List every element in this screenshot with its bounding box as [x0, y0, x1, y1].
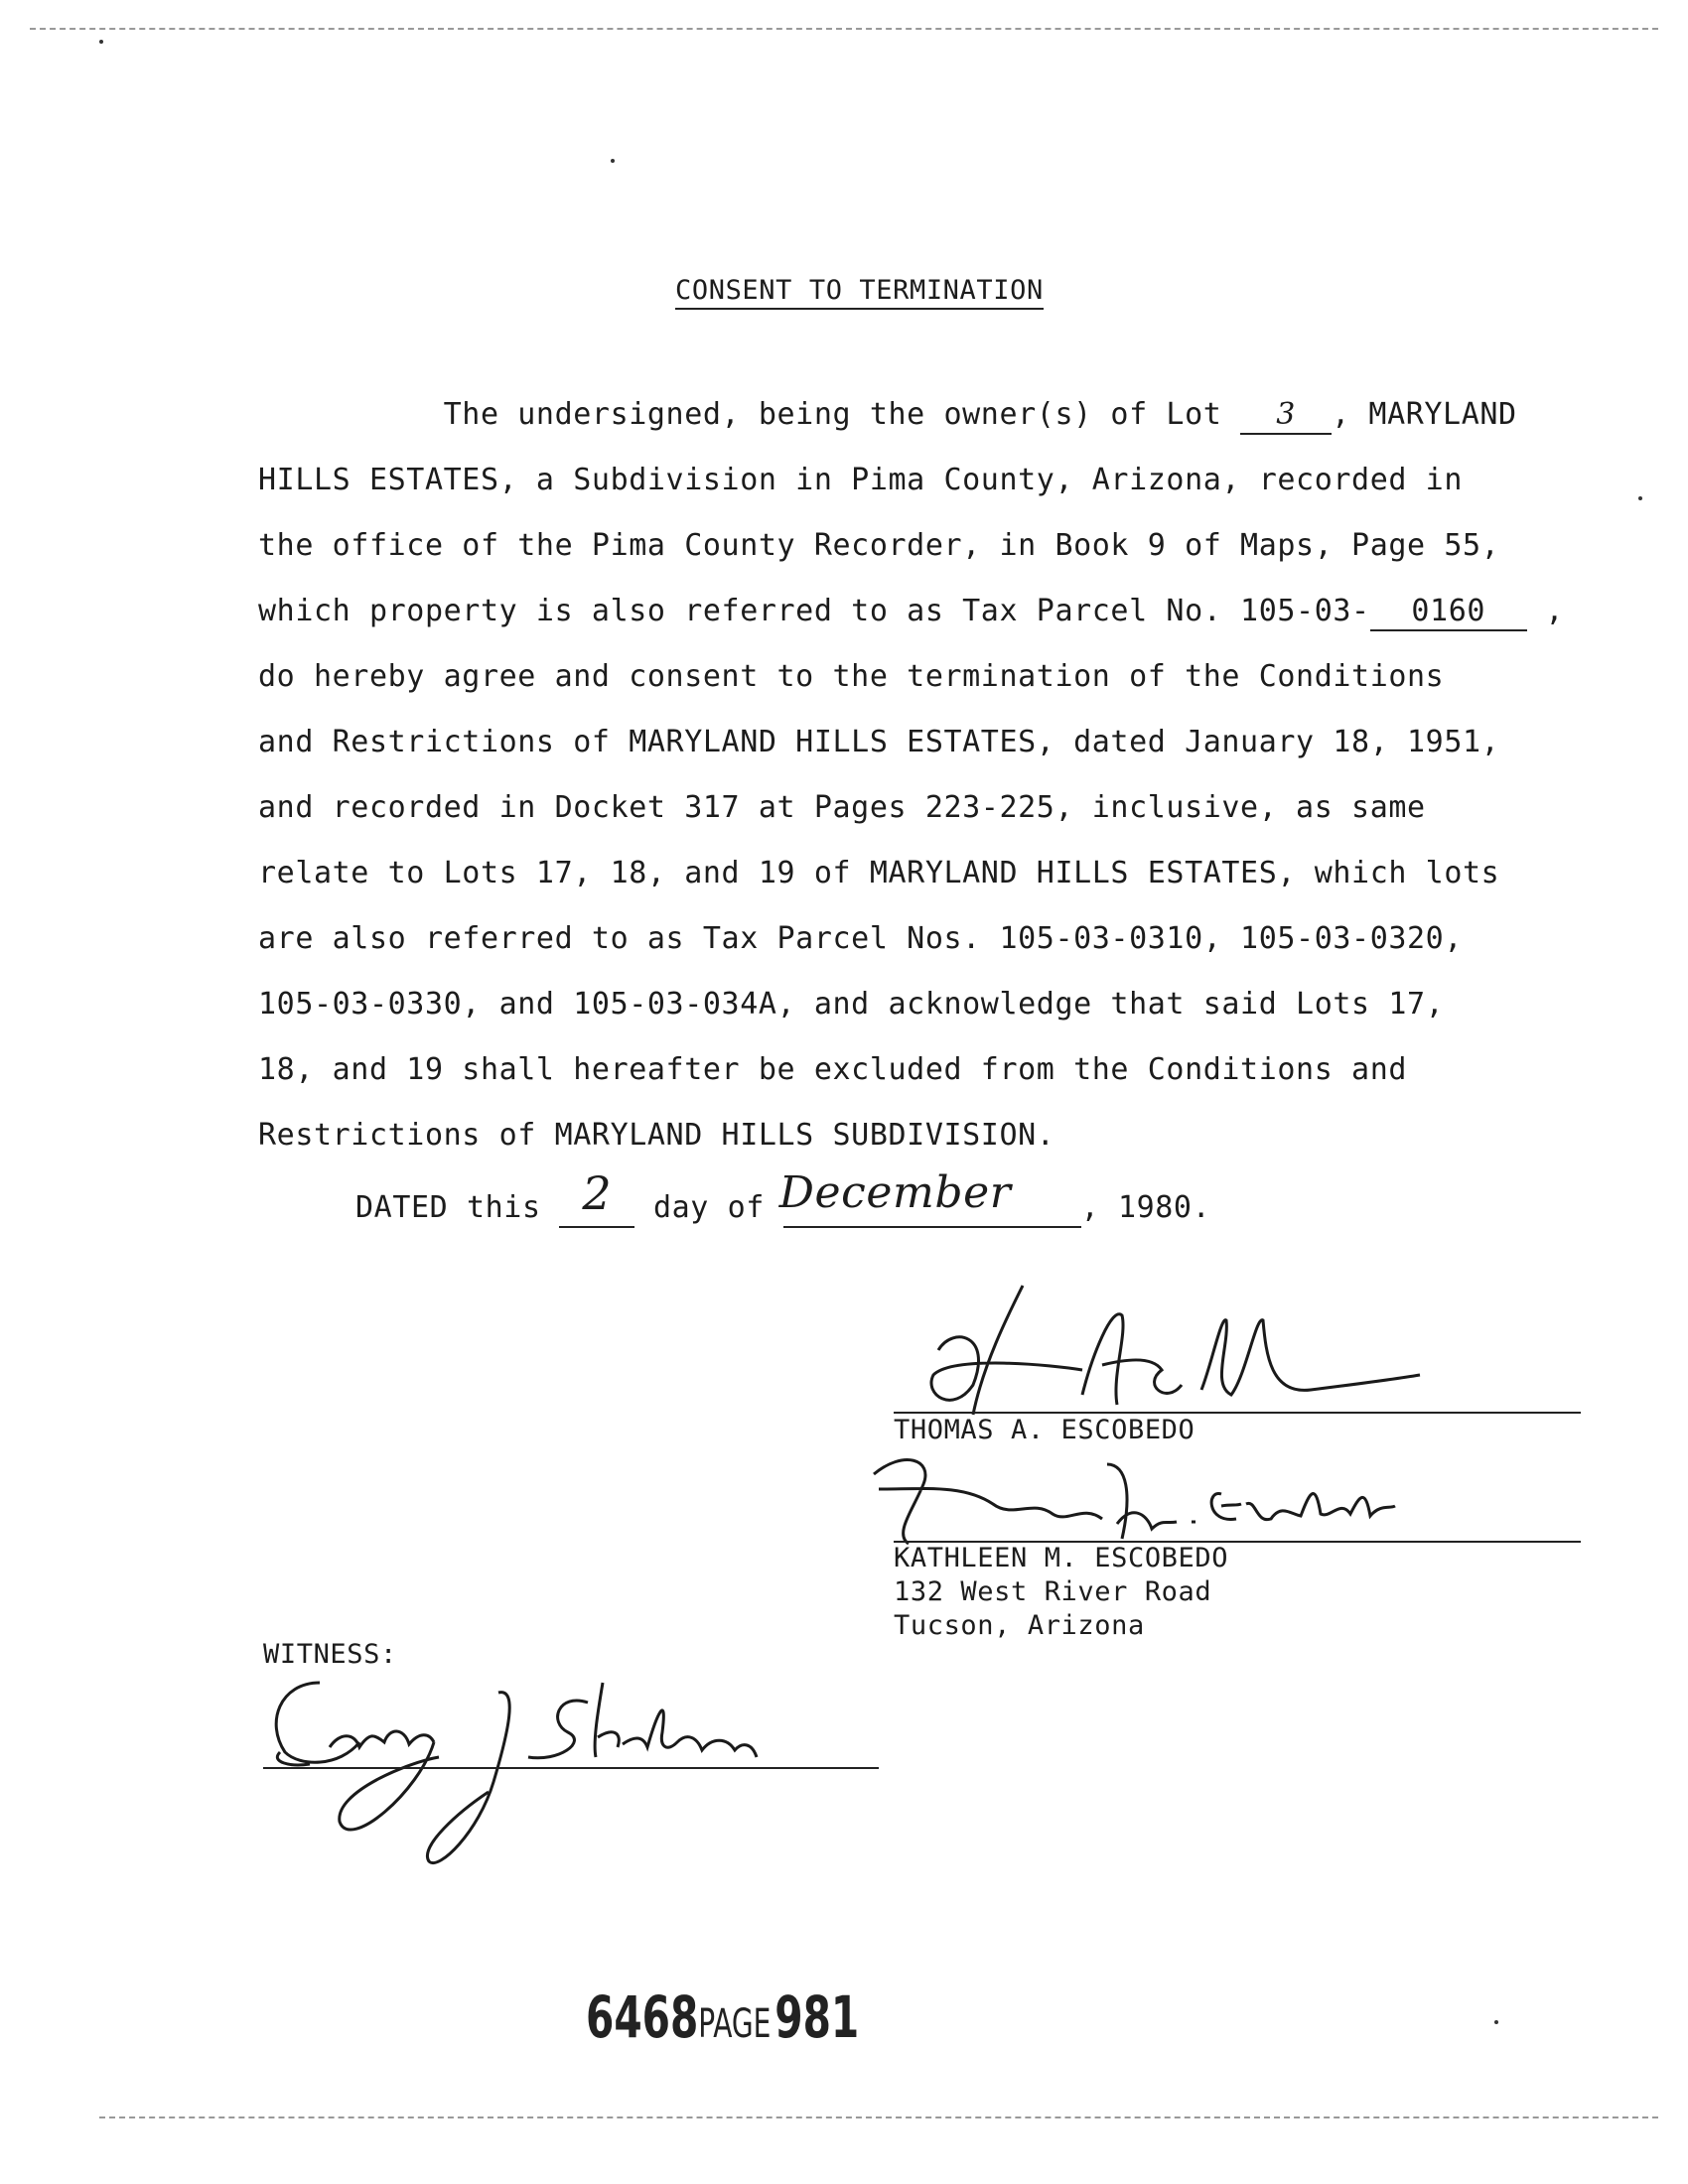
signer-address-street: 132 West River Road: [894, 1576, 1212, 1607]
dated-month-value: December: [778, 1167, 1012, 1218]
body-line-1-suffix: , MARYLAND: [1332, 397, 1517, 432]
body-line-6: and Restrictions of MARYLAND HILLS ESTATES, dated January 18, 1951,: [258, 725, 1500, 759]
stamp-page-number: 981: [774, 1983, 860, 2051]
scan-speck: [99, 40, 103, 44]
dated-year: , 1980.: [1080, 1190, 1211, 1225]
body-line-2: HILLS ESTATES, a Subdivision in Pima County, Arizona, recorded in: [258, 463, 1463, 497]
signer-2-name: KATHLEEN M. ESCOBEDO: [894, 1543, 1229, 1573]
witness-signature-line: [263, 1767, 879, 1769]
parcel-number-value: 0160: [1411, 594, 1486, 628]
body-line-1-text: The undersigned, being the owner(s) of Lot: [258, 397, 1222, 432]
signer-1-name: THOMAS A. ESCOBEDO: [894, 1415, 1196, 1445]
body-line-9: are also referred to as Tax Parcel Nos. 105-03-0310, 105-03-0320,: [258, 921, 1463, 956]
dated-day-value: 2: [582, 1166, 613, 1220]
parcel-number-field: [1370, 594, 1527, 631]
lot-number-value: 3: [1276, 397, 1296, 432]
dated-prefix: DATED this: [355, 1190, 541, 1225]
thomas-signature: [914, 1276, 1430, 1425]
body-line-1: [258, 397, 1517, 435]
scan-edge-top: [30, 28, 1658, 30]
body-line-7: and recorded in Docket 317 at Pages 223-225, inclusive, as same: [258, 790, 1426, 825]
signer-address-city: Tucson, Arizona: [894, 1610, 1145, 1641]
document-title: CONSENT TO TERMINATION: [675, 275, 1044, 310]
scan-speck: [1638, 496, 1642, 500]
body-line-3: the office of the Pima County Recorder, in Book 9 of Maps, Page 55,: [258, 528, 1500, 563]
body-line-4-text: which property is also referred to as Tax Parcel No. 105-03-: [258, 594, 1370, 628]
scan-speck: [611, 159, 615, 163]
body-line-4-suffix: ,: [1545, 594, 1565, 628]
lot-number-field: [1240, 397, 1332, 435]
body-line-4: [258, 594, 1564, 631]
dated-month-field: [778, 1167, 1081, 1228]
recording-stamp: [586, 1983, 859, 2051]
body-line-11: 18, and 19 shall hereafter be excluded from the Conditions and: [258, 1052, 1408, 1087]
witness-label: WITNESS:: [263, 1639, 397, 1670]
kathleen-signature: [864, 1444, 1400, 1554]
body-line-10: 105-03-0330, and 105-03-034A, and acknowledge that said Lots 17,: [258, 987, 1445, 1022]
body-line-5: do hereby agree and consent to the termination of the Conditions: [258, 659, 1445, 694]
body-line-12: Restrictions of MARYLAND HILLS SUBDIVISION.: [258, 1118, 1055, 1153]
dated-line: [355, 1166, 1211, 1228]
scan-speck: [1494, 2020, 1498, 2024]
scan-edge-bottom: [99, 2116, 1658, 2118]
witness-signature: [260, 1673, 776, 1891]
stamp-book-number: 6468: [586, 1983, 699, 2051]
dated-day-field: [559, 1166, 634, 1228]
dated-middle: day of: [652, 1190, 765, 1225]
stamp-page-word: PAGE: [698, 2001, 772, 2047]
body-line-8: relate to Lots 17, 18, and 19 of MARYLAND HILLS ESTATES, which lots: [258, 856, 1500, 890]
